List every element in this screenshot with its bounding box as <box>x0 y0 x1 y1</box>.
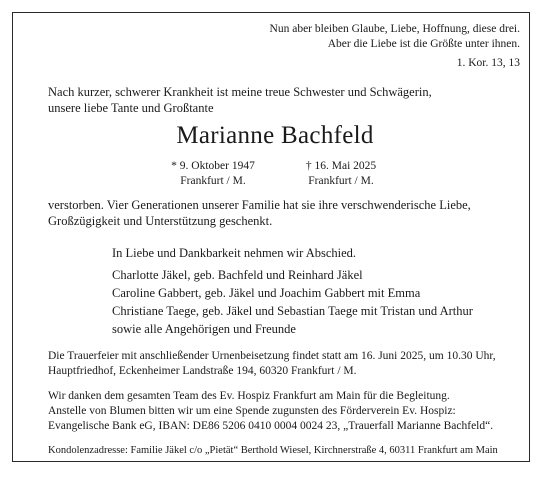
bible-verse-reference: 1. Kor. 13, 13 <box>456 57 520 69</box>
thanks-line-3: Evangelische Bank eG, IBAN: DE86 5206 0410 0004 0024 23, „Trauerfall Marianne Bachfeld“. <box>48 420 494 432</box>
farewell-text: In Liebe und Dankbarkeit nehmen wir Abschied. <box>112 246 357 260</box>
birth-date: * 9. Oktober 1947 <box>171 160 255 172</box>
condolence-address: Kondolenzadresse: Familie Jäkel c/o „Pietät“ Berthold Wiesel, Kirchnerstraße 4, 60311 Frankfurt am Main <box>48 445 498 456</box>
service-line-1: Die Trauerfeier mit anschließender Urnenbeisetzung findet statt am 16. Juni 2025, um 10.30 Uhr, <box>48 350 496 362</box>
thanks-line-2: Anstelle von Blumen bitten wir um eine Spende zugunsten des Förderverein Ev. Hospiz: <box>48 405 456 417</box>
mourner-line: Christiane Taege, geb. Jäkel und Sebastian Taege mit Tristan und Arthur <box>112 304 473 318</box>
birth-place: Frankfurt / M. <box>180 175 246 187</box>
deceased-name: Marianne Bachfeld <box>176 122 374 149</box>
tribute-line-2: Großzügigkeit und Unterstützung geschenkt. <box>48 214 273 228</box>
death-place: Frankfurt / M. <box>308 175 374 187</box>
bible-verse-line-2: Aber die Liebe ist die Größte unter ihnen. <box>327 38 520 50</box>
death-date: † 16. Mai 2025 <box>305 160 377 172</box>
tribute-line-1: verstorben. Vier Generationen unserer Familie hat sie ihre verschwenderische Liebe, <box>48 198 471 212</box>
mourner-line: sowie alle Angehörigen und Freunde <box>112 322 296 336</box>
thanks-line-1: Wir danken dem gesamten Team des Ev. Hospiz Frankfurt am Main für die Begleitung. <box>48 390 450 402</box>
mourner-line: Caroline Gabbert, geb. Jäkel und Joachim Gabbert mit Emma <box>112 286 421 300</box>
intro-line-1: Nach kurzer, schwerer Krankheit ist meine treue Schwester und Schwägerin, <box>48 85 432 99</box>
mourner-line: Charlotte Jäkel, geb. Bachfeld und Reinhard Jäkel <box>112 268 363 282</box>
bible-verse-line-1: Nun aber bleiben Glaube, Liebe, Hoffnung, diese drei. <box>269 23 520 35</box>
intro-line-2: unsere liebe Tante und Großtante <box>48 101 214 115</box>
service-line-2: Hauptfriedhof, Eckenheimer Landstraße 194, 60320 Frankfurt / M. <box>48 365 357 377</box>
